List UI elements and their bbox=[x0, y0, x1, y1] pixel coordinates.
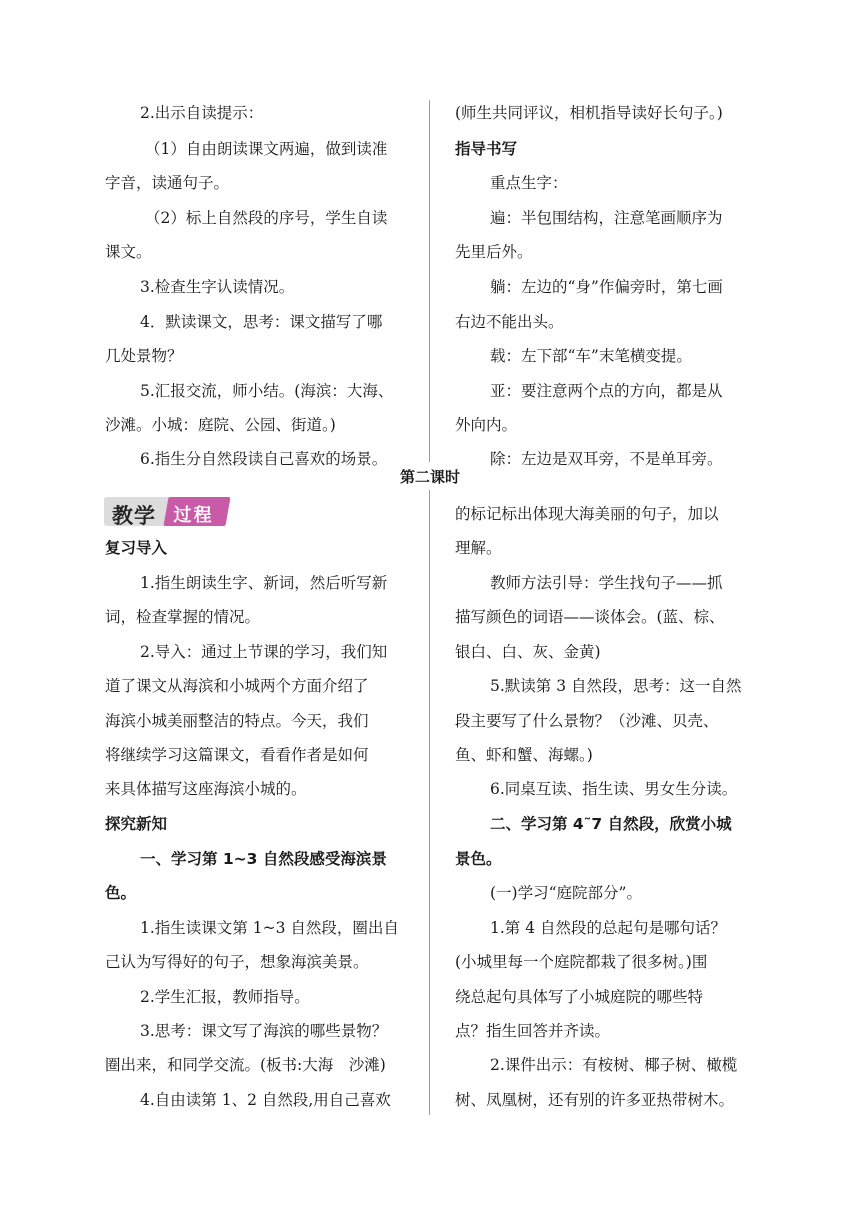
paragraph-line: 教师方法引导：学生找句子——抓 bbox=[490, 574, 723, 592]
badge-right bbox=[163, 497, 230, 526]
section-heading: 探究新知 bbox=[105, 815, 168, 833]
paragraph-line: 段主要写了什么景物？（沙滩、贝壳、 bbox=[455, 712, 719, 730]
paragraph-line: (一)学习“庭院部分”。 bbox=[490, 884, 642, 902]
paragraph-line: (师生共同评议，相机指导读好长句子。) bbox=[455, 104, 723, 122]
lesson-title: 第二课时 bbox=[399, 468, 460, 486]
paragraph-line: 2.课件出示：有桉树、椰子树、橄榄 bbox=[490, 1056, 738, 1074]
paragraph-line: 4．默读课文，思考：课文描写了哪 bbox=[140, 313, 383, 331]
paragraph-line: 6.同桌互读、指生读、男女生分读。 bbox=[490, 780, 738, 798]
section-heading: 复习导入 bbox=[105, 539, 168, 557]
paragraph-line: 重点生字： bbox=[490, 174, 568, 192]
paragraph-line: 字音，读通句子。 bbox=[105, 174, 230, 192]
teaching-process-badge bbox=[104, 497, 230, 526]
paragraph-line: 5.汇报交流，师小结。(海滨：大海、 bbox=[140, 382, 394, 400]
paragraph-line: 鱼、虾和蟹、海螺。) bbox=[455, 746, 593, 764]
paragraph-line: 亚：要注意两个点的方向，都是从 bbox=[490, 382, 723, 400]
paragraph-line: 2.学生汇报，教师指导。 bbox=[140, 988, 310, 1006]
paragraph-line: 沙滩。小城：庭院、公园、街道。) bbox=[105, 416, 336, 434]
paragraph-line: 2.导入：通过上节课的学习，我们知 bbox=[140, 643, 388, 661]
column-divider bbox=[429, 490, 430, 1115]
paragraph-line: 4.自由读第 1、2 自然段,用自己喜欢 bbox=[140, 1091, 391, 1109]
paragraph-line: 海滨小城美丽整洁的特点。今天，我们 bbox=[105, 712, 369, 730]
paragraph-line: 道了课文从海滨和小城两个方面介绍了 bbox=[105, 677, 369, 695]
badge-left-label: 教学 bbox=[112, 504, 156, 528]
paragraph-line: 6.指生分自然段读自己喜欢的场景。 bbox=[140, 450, 388, 468]
paragraph-line: 2.出示自读提示： bbox=[140, 104, 264, 122]
subsection-heading: 二、学习第 4˜7 自然段，欣赏小城 bbox=[490, 815, 732, 833]
paragraph-line: （2）标上自然段的序号，学生自读 bbox=[145, 209, 388, 227]
paragraph-line: 1.指生读课文第 1~3 自然段，圈出自 bbox=[140, 919, 399, 937]
paragraph-line: 3.思考：课文写了海滨的哪些景物？ bbox=[140, 1022, 388, 1040]
paragraph-line: 右边不能出头。 bbox=[455, 313, 564, 331]
paragraph-line: 绕总起句具体写了小城庭院的哪些特 bbox=[455, 988, 704, 1006]
paragraph-line: (小城里每一个庭院都栽了很多树。)围 bbox=[455, 953, 708, 971]
subsection-heading: 一、学习第 1~3 自然段感受海滨景 bbox=[140, 850, 387, 868]
paragraph-line: 将继续学习这篇课文，看看作者是如何 bbox=[105, 746, 369, 764]
paragraph-line: 先里后外。 bbox=[455, 243, 533, 261]
paragraph-line: 圈出来，和同学交流。(板书:大海 沙滩) bbox=[105, 1056, 386, 1074]
paragraph-line: 课文。 bbox=[105, 243, 152, 261]
paragraph-line: 词，检查掌握的情况。 bbox=[105, 608, 261, 626]
paragraph-line: 1.第 4 自然段的总起句是哪句话？ bbox=[490, 919, 727, 937]
paragraph-line: 来具体描写这座海滨小城的。 bbox=[105, 780, 307, 798]
section-heading: 指导书写 bbox=[455, 140, 518, 158]
paragraph-line: 5.默读第 3 自然段，思考：这一自然 bbox=[490, 677, 742, 695]
badge-right-label: 过程 bbox=[173, 505, 214, 526]
paragraph-line: 银白、白、灰、金黄) bbox=[455, 643, 601, 661]
paragraph-line: 树、凤凰树，还有别的许多亚热带树木。 bbox=[455, 1091, 735, 1109]
paragraph-line: 躺：左边的“身”作偏旁时，第七画 bbox=[490, 278, 723, 296]
subsection-heading: 景色。 bbox=[455, 850, 502, 868]
paragraph-line: 点？指生回答并齐读。 bbox=[455, 1022, 611, 1040]
subsection-heading: 色。 bbox=[105, 884, 137, 902]
badge-left bbox=[104, 497, 170, 526]
paragraph-line: 遍：半包围结构，注意笔画顺序为 bbox=[490, 209, 723, 227]
paragraph-line: 几处景物？ bbox=[105, 347, 183, 365]
paragraph-line: 外向内。 bbox=[455, 416, 518, 434]
paragraph-line: 1.指生朗读生字、新词，然后听写新 bbox=[140, 574, 388, 592]
paragraph-line: 3.检查生字认读情况。 bbox=[140, 278, 295, 296]
paragraph-line: 载：左下部“车”末笔横变提。 bbox=[490, 347, 692, 365]
paragraph-line: 描写颜色的词语——谈体会。(蓝、棕、 bbox=[455, 608, 725, 626]
paragraph-line: 己认为写得好的句子，想象海滨美景。 bbox=[105, 953, 369, 971]
paragraph-line: 的标记标出体现大海美丽的句子，加以 bbox=[455, 505, 719, 523]
paragraph-line: （1）自由朗读课文两遍，做到读准 bbox=[145, 140, 388, 158]
column-divider bbox=[429, 100, 430, 462]
paragraph-line: 除：左边是双耳旁，不是单耳旁。 bbox=[490, 450, 723, 468]
paragraph-line: 理解。 bbox=[455, 539, 502, 557]
